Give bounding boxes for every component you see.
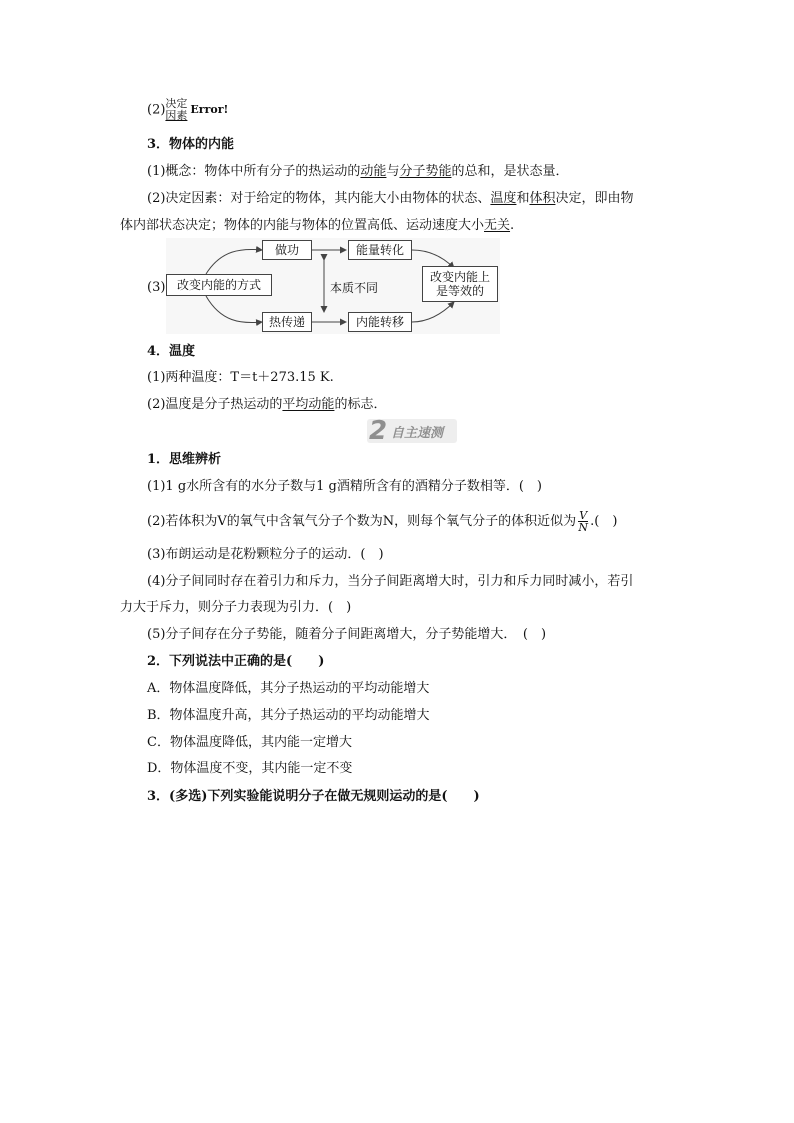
line-temperature-meaning: (2)温度是分子热运动的平均动能的标志．	[147, 397, 387, 412]
line-factors-cont: 体内部状态决定；物体的内能与物体的位置高低、运动速度大小无关.	[120, 218, 515, 233]
banner-title: 自主速测	[391, 426, 444, 441]
box-ways-change-energy: 改变内能的方式	[166, 274, 272, 296]
label-different-nature: 本质不同	[330, 281, 379, 295]
question-1-item-2: (2)若体积为V的氧气中含氧气分子个数为N，则每个氧气分子的体积近似为 $\frac{V}{N}$ .( )	[147, 509, 618, 534]
section-banner	[367, 416, 457, 446]
box-energy-transfer: 内能转移	[348, 312, 412, 332]
heading-temperature: 4．温度	[147, 344, 196, 359]
question-1-item-4-cont: 力大于斥力，则分子力表现为引力．( )	[120, 600, 352, 615]
heading-internal-energy: 3．物体的内能	[147, 137, 235, 152]
option-d: D．物体温度不变，其内能一定不变	[147, 761, 353, 776]
box-energy-conversion: 能量转化	[348, 240, 412, 260]
banner-number: 2	[369, 416, 388, 446]
box-work: 做功	[262, 240, 312, 260]
line-concept: (1)概念：物体中所有分子的热运动的动能与分子势能的总和，是状态量．	[147, 164, 569, 179]
question-2: 2．下列说法中正确的是( )	[147, 654, 325, 669]
question-1-item-1: (1)1 g水所含有的水分子数与1 g酒精所含有的酒精分子数相等．( )	[147, 479, 543, 494]
box-heat-transfer: 热传递	[262, 312, 312, 332]
error-text: Error!	[190, 103, 229, 116]
question-3: 3．(多选)下列实验能说明分子在做无规则运动的是( )	[147, 789, 480, 804]
line-factors: (2)决定因素：对于给定的物体，其内能大小由物体的状态、温度和体积决定，即由物	[147, 191, 634, 206]
fraction: $\frac{V}{N}$	[578, 509, 588, 534]
stacked-label: 决定 因素	[165, 97, 188, 122]
question-1-item-4: (4)分子间同时存在着引力和斥力，当分子间距离增大时，引力和斥力同时减小，若引	[147, 574, 634, 589]
energy-diagram	[166, 238, 500, 334]
line-two-temperatures: (1)两种温度：T＝t＋273.15 K.	[147, 370, 334, 385]
diagram-number: (3)	[147, 280, 166, 295]
box-equivalent: 改变内能上 是等效的	[422, 266, 498, 302]
option-c: C．物体温度降低，其内能一定增大	[147, 735, 352, 750]
option-b: B．物体温度升高，其分子热运动的平均动能增大	[147, 708, 430, 723]
question-1-heading: 1．思维辨析	[147, 452, 222, 467]
option-a: A．物体温度降低，其分子热运动的平均动能增大	[147, 681, 430, 696]
question-1-item-5: (5)分子间存在分子势能，随着分子间距离增大，分子势能增大． ( )	[147, 627, 547, 642]
line-determining-factors: (2) 决定 因素 Error!	[147, 97, 229, 122]
question-1-item-3: (3)布朗运动是花粉颗粒分子的运动．( )	[147, 547, 384, 562]
